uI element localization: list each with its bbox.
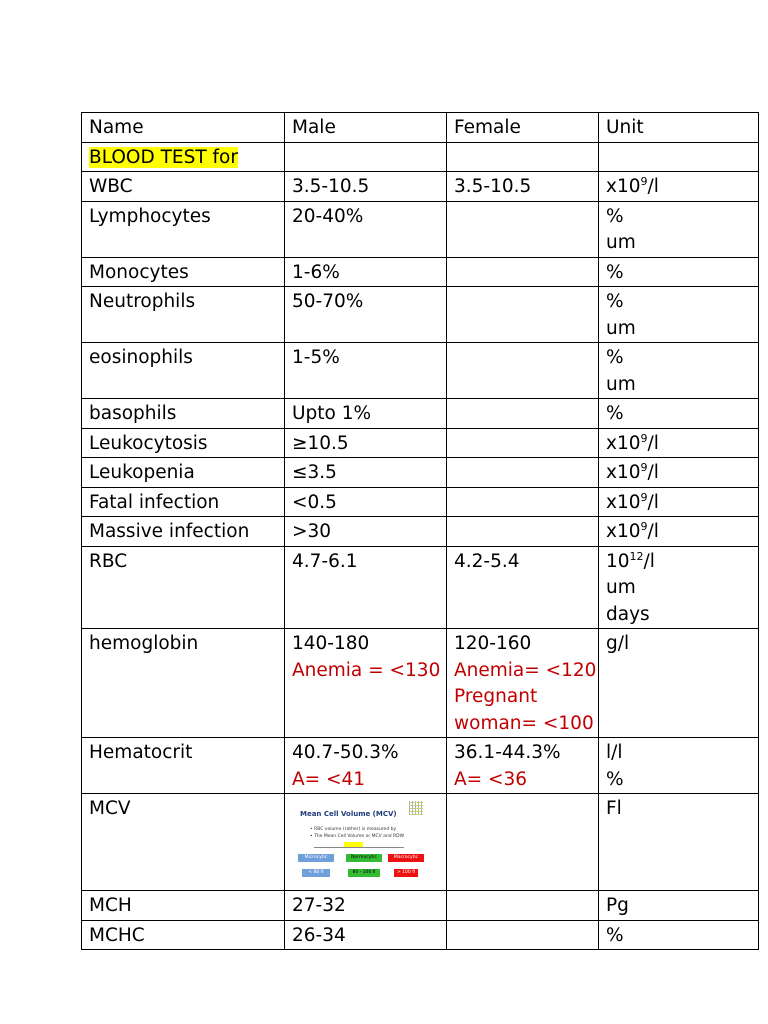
row-male-cell (285, 794, 447, 891)
section-row (82, 142, 759, 172)
row-female-cell (447, 546, 599, 629)
row-name-cell (82, 546, 285, 629)
row-male-cell (285, 428, 447, 458)
female-note: Anemia= <120 (454, 659, 597, 681)
row-unit-cell (599, 517, 759, 547)
male-value: 3.5-10.5 (292, 176, 370, 197)
row-unit-cell (599, 399, 759, 429)
row-male-cell (285, 629, 447, 738)
row-name: Neutrophils (89, 291, 196, 312)
unit-value: % (606, 291, 624, 312)
row-name-cell (82, 201, 285, 257)
table-row (82, 201, 759, 257)
mcv-range-box: 80 - 100 fl (348, 869, 380, 877)
row-unit-cell (599, 172, 759, 202)
row-female-cell (447, 738, 599, 794)
male-value: 50-70% (292, 291, 364, 312)
unit-exponent: 12 (629, 549, 644, 563)
row-name: WBC (89, 176, 133, 197)
table-row (82, 738, 759, 794)
unit-extra: um (606, 317, 636, 339)
row-unit-cell (599, 287, 759, 343)
unit-value: % (606, 261, 624, 283)
female-note: A= <36 (454, 768, 528, 790)
row-name-cell (82, 458, 285, 488)
row-male-cell (285, 891, 447, 921)
section-cell (82, 142, 285, 172)
row-name-cell (82, 517, 285, 547)
female-value: 4.2-5.4 (454, 550, 520, 572)
row-male-cell (285, 517, 447, 547)
row-name: hemoglobin (89, 633, 199, 654)
unit-value: % (606, 403, 624, 424)
mcv-figure-bullet: • RBC volume (rather) is measured by (310, 827, 397, 832)
row-unit-cell (599, 343, 759, 399)
row-name-cell (82, 891, 285, 921)
unit-value: $x10^9/l$ (606, 490, 659, 513)
row-unit-cell (599, 201, 759, 257)
blood-test-table (81, 112, 759, 950)
row-male-cell (285, 343, 447, 399)
unit-value: g/l (606, 633, 630, 654)
row-unit-cell (599, 738, 759, 794)
unit-value: Fl (606, 798, 622, 819)
row-unit-cell (599, 794, 759, 891)
row-name: RBC (89, 550, 128, 572)
table-row (82, 428, 759, 458)
table-row (82, 399, 759, 429)
mcv-figure-title: Mean Cell Volume (MCV) (300, 810, 397, 818)
unit-exponent: 9 (640, 431, 648, 445)
row-unit-cell (599, 257, 759, 287)
row-unit-cell (599, 458, 759, 488)
row-name-cell (82, 257, 285, 287)
male-value: ≥10.5 (292, 432, 349, 454)
row-female-cell (447, 794, 599, 891)
row-name-cell (82, 399, 285, 429)
row-male-cell (285, 546, 447, 629)
mcv-category-box: Microcytic (298, 854, 334, 862)
female-note: woman= <100 (454, 712, 594, 734)
male-note: A= <41 (292, 768, 366, 790)
mcv-figure-image (292, 798, 426, 890)
male-value: 27-32 (292, 895, 346, 916)
unit-value: $x10^9/l$ (606, 175, 659, 197)
row-name-cell (82, 920, 285, 950)
header-unit: Unit (599, 113, 759, 143)
female-value: 36.1-44.3% (454, 742, 561, 763)
row-unit-cell (599, 546, 759, 629)
row-male-cell (285, 487, 447, 517)
row-female-cell (447, 517, 599, 547)
table-row (82, 287, 759, 343)
unit-value: % (606, 347, 624, 368)
row-female-cell (447, 399, 599, 429)
unit-extra: um (606, 232, 636, 253)
row-name: Monocytes (89, 261, 189, 283)
male-value: <0.5 (292, 491, 337, 513)
row-name: MCH (89, 895, 132, 916)
male-value: >30 (292, 521, 332, 542)
row-unit-cell (599, 629, 759, 738)
row-name-cell (82, 428, 285, 458)
row-male-cell (285, 172, 447, 202)
row-name: basophils (89, 403, 177, 424)
mcv-figure-bullet: • The Mean Cell Volume or MCV and RDW (310, 834, 405, 839)
male-value: 26-34 (292, 924, 346, 946)
mcv-figure-dots (409, 801, 423, 815)
row-name: Leukocytosis (89, 432, 208, 454)
unit-value: % (606, 924, 624, 946)
male-value: 4.7-6.1 (292, 550, 358, 572)
row-male-cell (285, 920, 447, 950)
unit-value: % (606, 205, 624, 227)
row-name: Hematocrit (89, 742, 193, 763)
unit-value: l/l (606, 742, 623, 763)
table-row (82, 629, 759, 738)
table-row (82, 794, 759, 891)
row-name-cell (82, 172, 285, 202)
row-female-cell (447, 343, 599, 399)
row-female-cell (447, 172, 599, 202)
unit-exponent: 9 (640, 175, 648, 188)
unit-extra: um (606, 577, 636, 598)
row-name-cell (82, 287, 285, 343)
row-female-cell (447, 487, 599, 517)
row-unit-cell (599, 920, 759, 950)
row-female-cell (447, 891, 599, 921)
section-label: BLOOD TEST for (89, 146, 238, 168)
male-value: ≤3.5 (292, 462, 337, 483)
row-name-cell (82, 629, 285, 738)
row-female-cell (447, 257, 599, 287)
unit-extra: um (606, 373, 636, 395)
row-name: Leukopenia (89, 462, 195, 483)
row-name: MCHC (89, 924, 145, 946)
row-female-cell (447, 458, 599, 488)
row-female-cell (447, 920, 599, 950)
unit-value: $x10^9/l$ (606, 431, 659, 454)
row-name: Lymphocytes (89, 205, 211, 227)
row-female-cell (447, 287, 599, 343)
row-male-cell (285, 287, 447, 343)
female-value: 3.5-10.5 (454, 176, 532, 197)
male-value: 20-40% (292, 205, 364, 227)
row-name-cell (82, 738, 285, 794)
mcv-figure-connector (314, 847, 404, 848)
table-row (82, 487, 759, 517)
row-female-cell (447, 629, 599, 738)
unit-extra: % (606, 768, 624, 790)
header-male: Male (285, 113, 447, 143)
table-body (82, 172, 759, 950)
row-male-cell (285, 257, 447, 287)
unit-value: $10^{12}/l$ (606, 549, 655, 572)
row-name-cell (82, 794, 285, 891)
unit-exponent: 9 (640, 461, 648, 474)
row-name: Fatal infection (89, 491, 220, 513)
row-name: eosinophils (89, 347, 193, 368)
unit-exponent: 9 (640, 490, 648, 504)
unit-value: Pg (606, 895, 629, 916)
table-row (82, 172, 759, 202)
row-male-cell (285, 399, 447, 429)
male-value: 1-5% (292, 347, 340, 368)
row-female-cell (447, 428, 599, 458)
header-female: Female (447, 113, 599, 143)
mcv-range-box: < 80 fl (302, 869, 330, 877)
row-name-cell (82, 487, 285, 517)
unit-value: $x10^9/l$ (606, 520, 659, 542)
table-row (82, 546, 759, 629)
table-row (82, 920, 759, 950)
header-row (82, 113, 759, 143)
header-name: Name (82, 113, 285, 143)
row-female-cell (447, 201, 599, 257)
row-name-cell (82, 343, 285, 399)
female-value: 120-160 (454, 633, 532, 654)
row-name: Massive infection (89, 521, 250, 542)
mcv-category-box: Normocytic (346, 854, 382, 862)
table-row (82, 458, 759, 488)
male-value: 1-6% (292, 261, 340, 283)
mcv-category-box: Macrocytic (388, 854, 424, 862)
male-note: Anemia = <130 (292, 659, 441, 681)
row-unit-cell (599, 428, 759, 458)
table-row (82, 517, 759, 547)
male-value: 40.7-50.3% (292, 742, 399, 763)
unit-exponent: 9 (640, 520, 648, 533)
table-row (82, 891, 759, 921)
row-name: MCV (89, 798, 131, 819)
female-note: Pregnant (454, 686, 538, 707)
male-value: 140-180 (292, 633, 370, 654)
table-row (82, 343, 759, 399)
unit-value: $x10^9/l$ (606, 461, 659, 483)
row-male-cell (285, 201, 447, 257)
row-unit-cell (599, 891, 759, 921)
row-unit-cell (599, 487, 759, 517)
mcv-range-box: > 100 fl (394, 869, 418, 877)
table-row (82, 257, 759, 287)
unit-extra: days (606, 603, 650, 625)
male-value: Upto 1% (292, 403, 372, 424)
row-male-cell (285, 458, 447, 488)
row-male-cell (285, 738, 447, 794)
